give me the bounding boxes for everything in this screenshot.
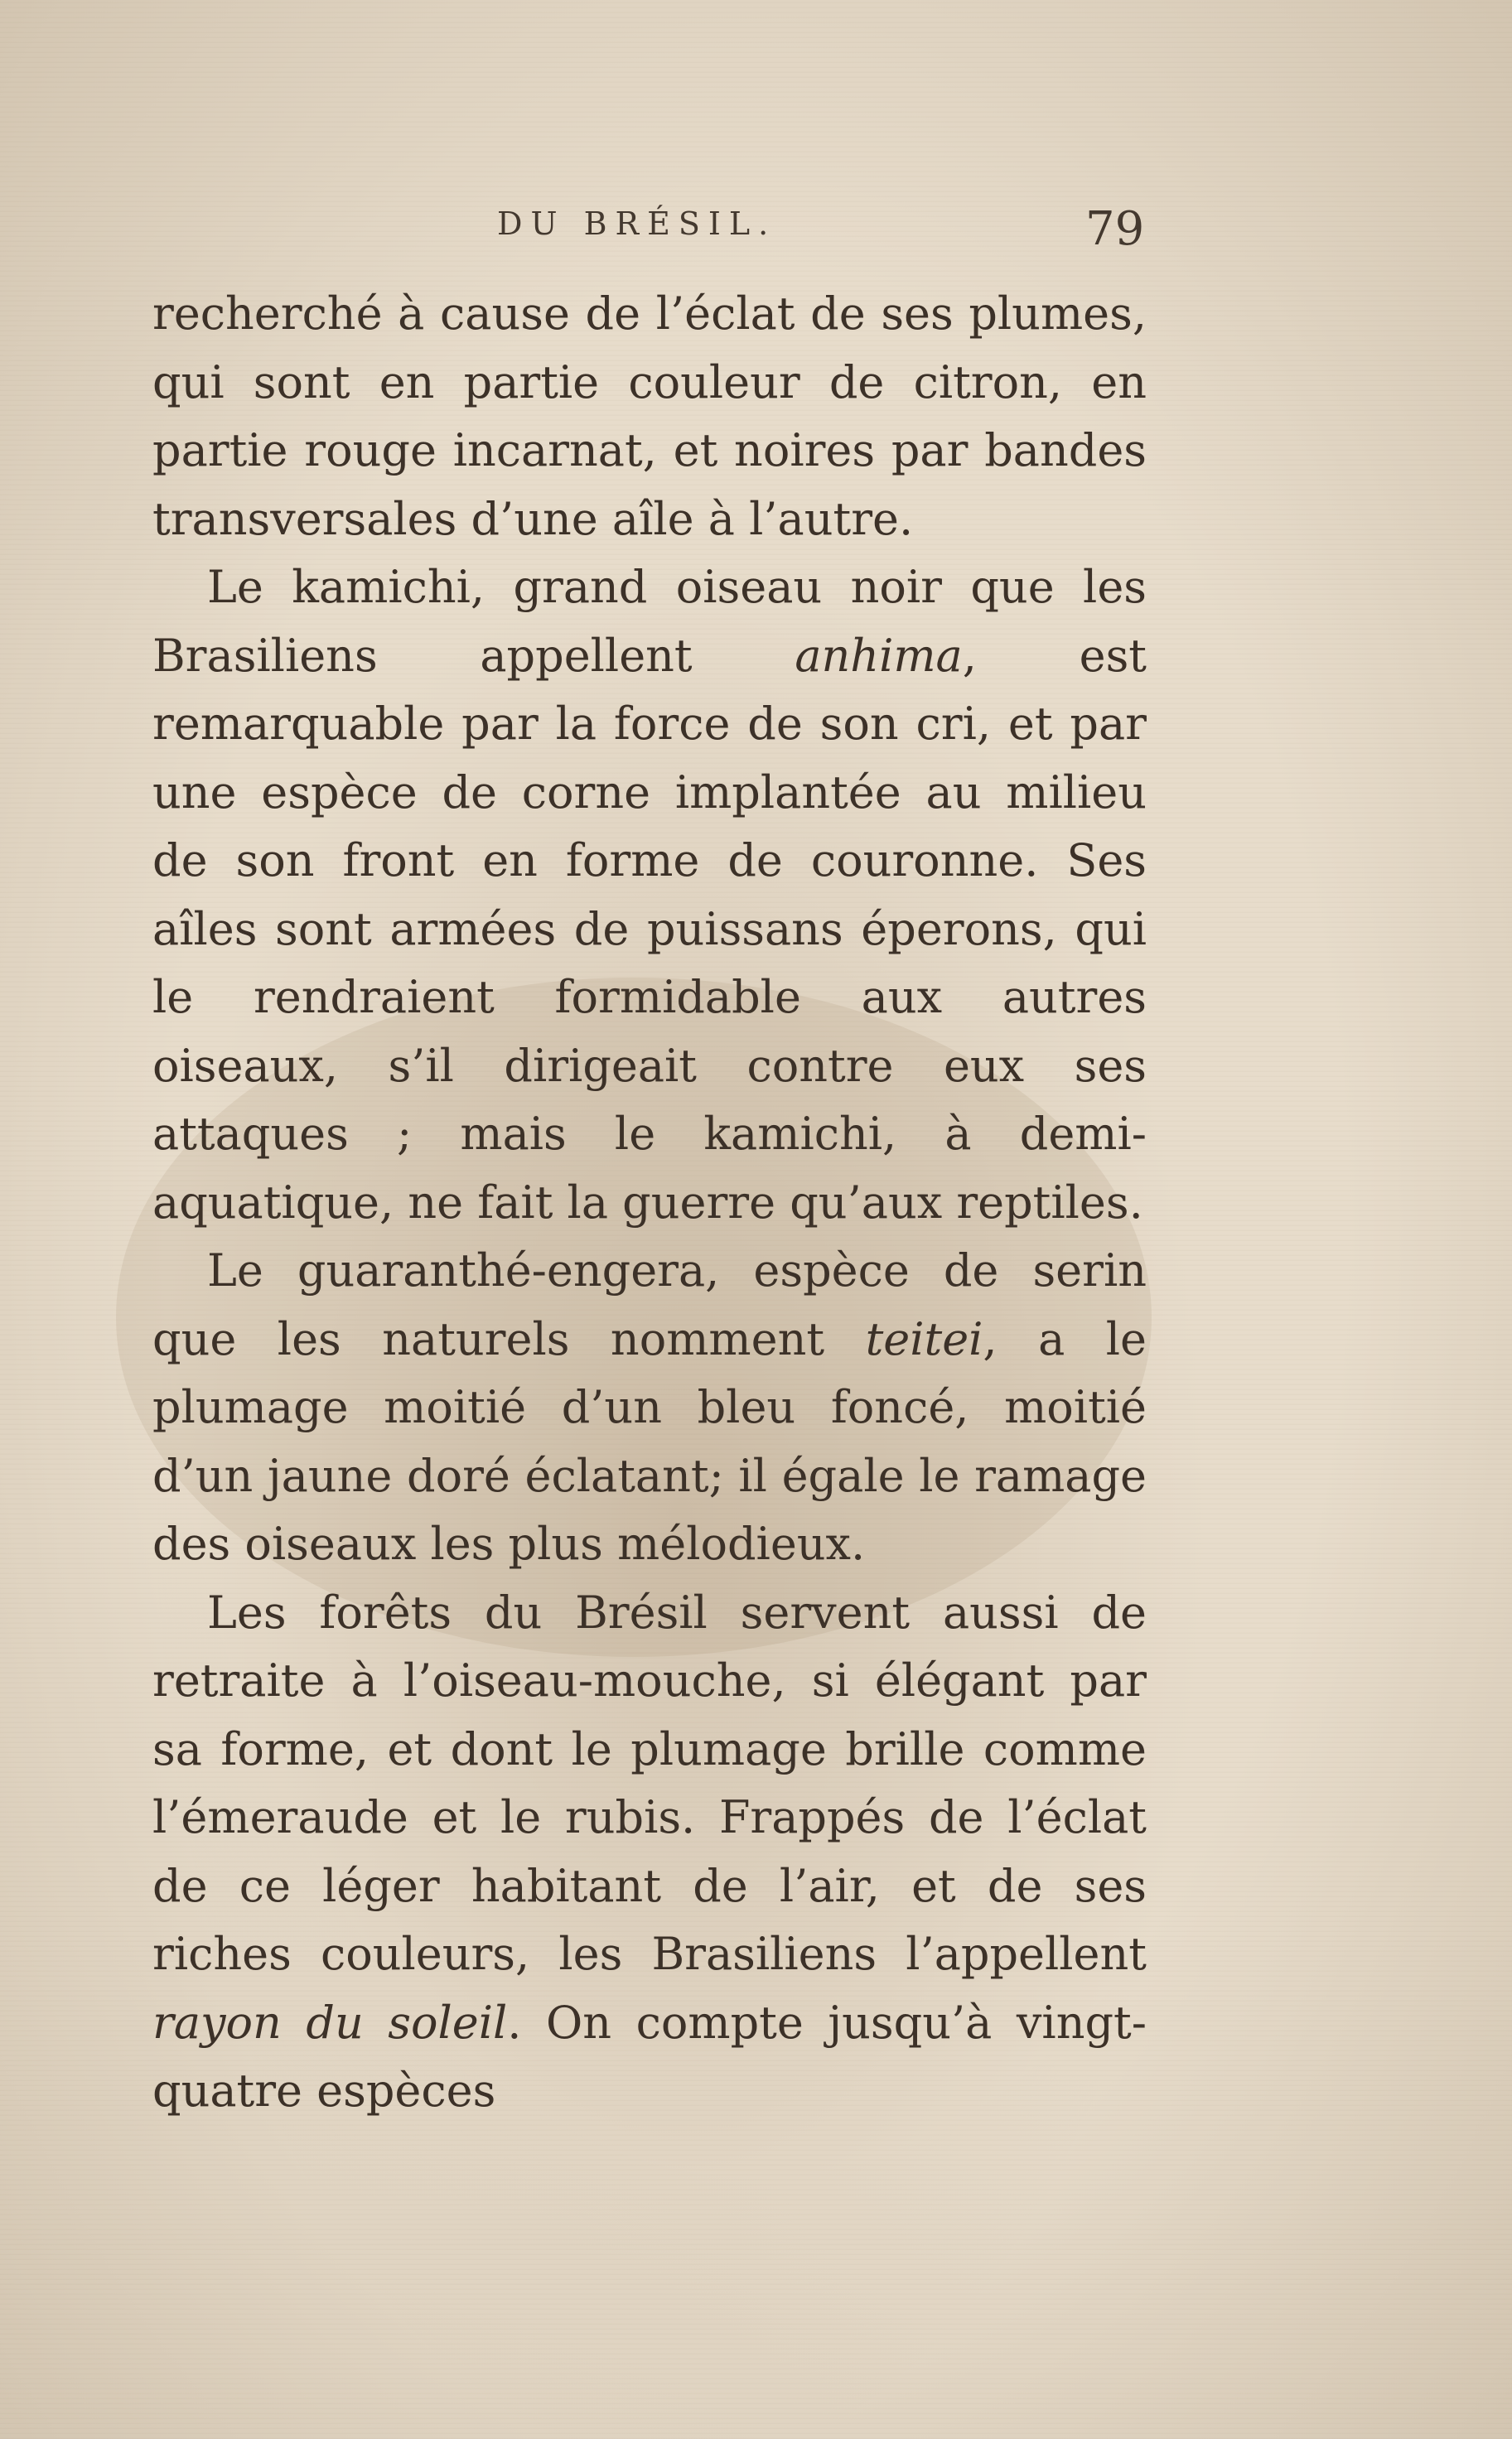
italic-term: teitei [865, 1312, 983, 1365]
paragraph-oiseau-mouche [152, 1579, 1147, 2126]
running-head: DU BRÉSIL. [497, 205, 777, 242]
paragraph-continued [152, 280, 1147, 553]
paragraph-text: , a le plumage moitié d’un bleu foncé, moitié d’un jaune doré éclatant; il égale le ramage des oiseaux les plus mélodieux. [152, 1312, 1147, 1570]
paragraph-text: Le guaranthé-engera, espèce de serin que les naturels nomment [152, 1244, 1147, 1365]
paragraph-text: , est remarquable par la force de son cri, et par une espèce de corne implantée au milieu de son front en forme de couronne. Ses aîles sont armées de puissans éperons, qui le rendraient formidable aux autres oiseaux, s’il dirigeait contre eux ses attaques ; mais le kamichi, à demi-aquatique, ne fait la guerre qu’aux reptiles. [152, 629, 1147, 1229]
paragraph-text: Les forêts du Brésil servent aussi de retraite à l’oiseau-mouche, si élégant par sa forme, et dont le plumage brille comme l’émeraude et le rubis. Frappés de l’éclat de ce léger habitant de l’air, et de ses riches couleurs, les Brasiliens l’appellent [152, 1586, 1147, 1980]
paragraph-text: . On compte jusqu’à vingt-quatre espèces [152, 1996, 1147, 2117]
italic-term: rayon du soleil [152, 1996, 508, 2049]
page-number: 79 [1085, 202, 1145, 256]
paragraph-text: recherché à cause de l’éclat de ses plumes, qui sont en partie couleur de citron, en partie rouge incarnat, et noires par bandes transversales d’une aîle à l’autre. [152, 287, 1147, 545]
paragraph-kamichi [152, 553, 1147, 1237]
paragraph-text: Le kamichi, grand oiseau noir que les Brasiliens appellent [152, 561, 1147, 682]
body-text [152, 280, 1147, 2126]
italic-term: anhima [795, 629, 963, 682]
paragraph-guaranthe [152, 1237, 1147, 1579]
